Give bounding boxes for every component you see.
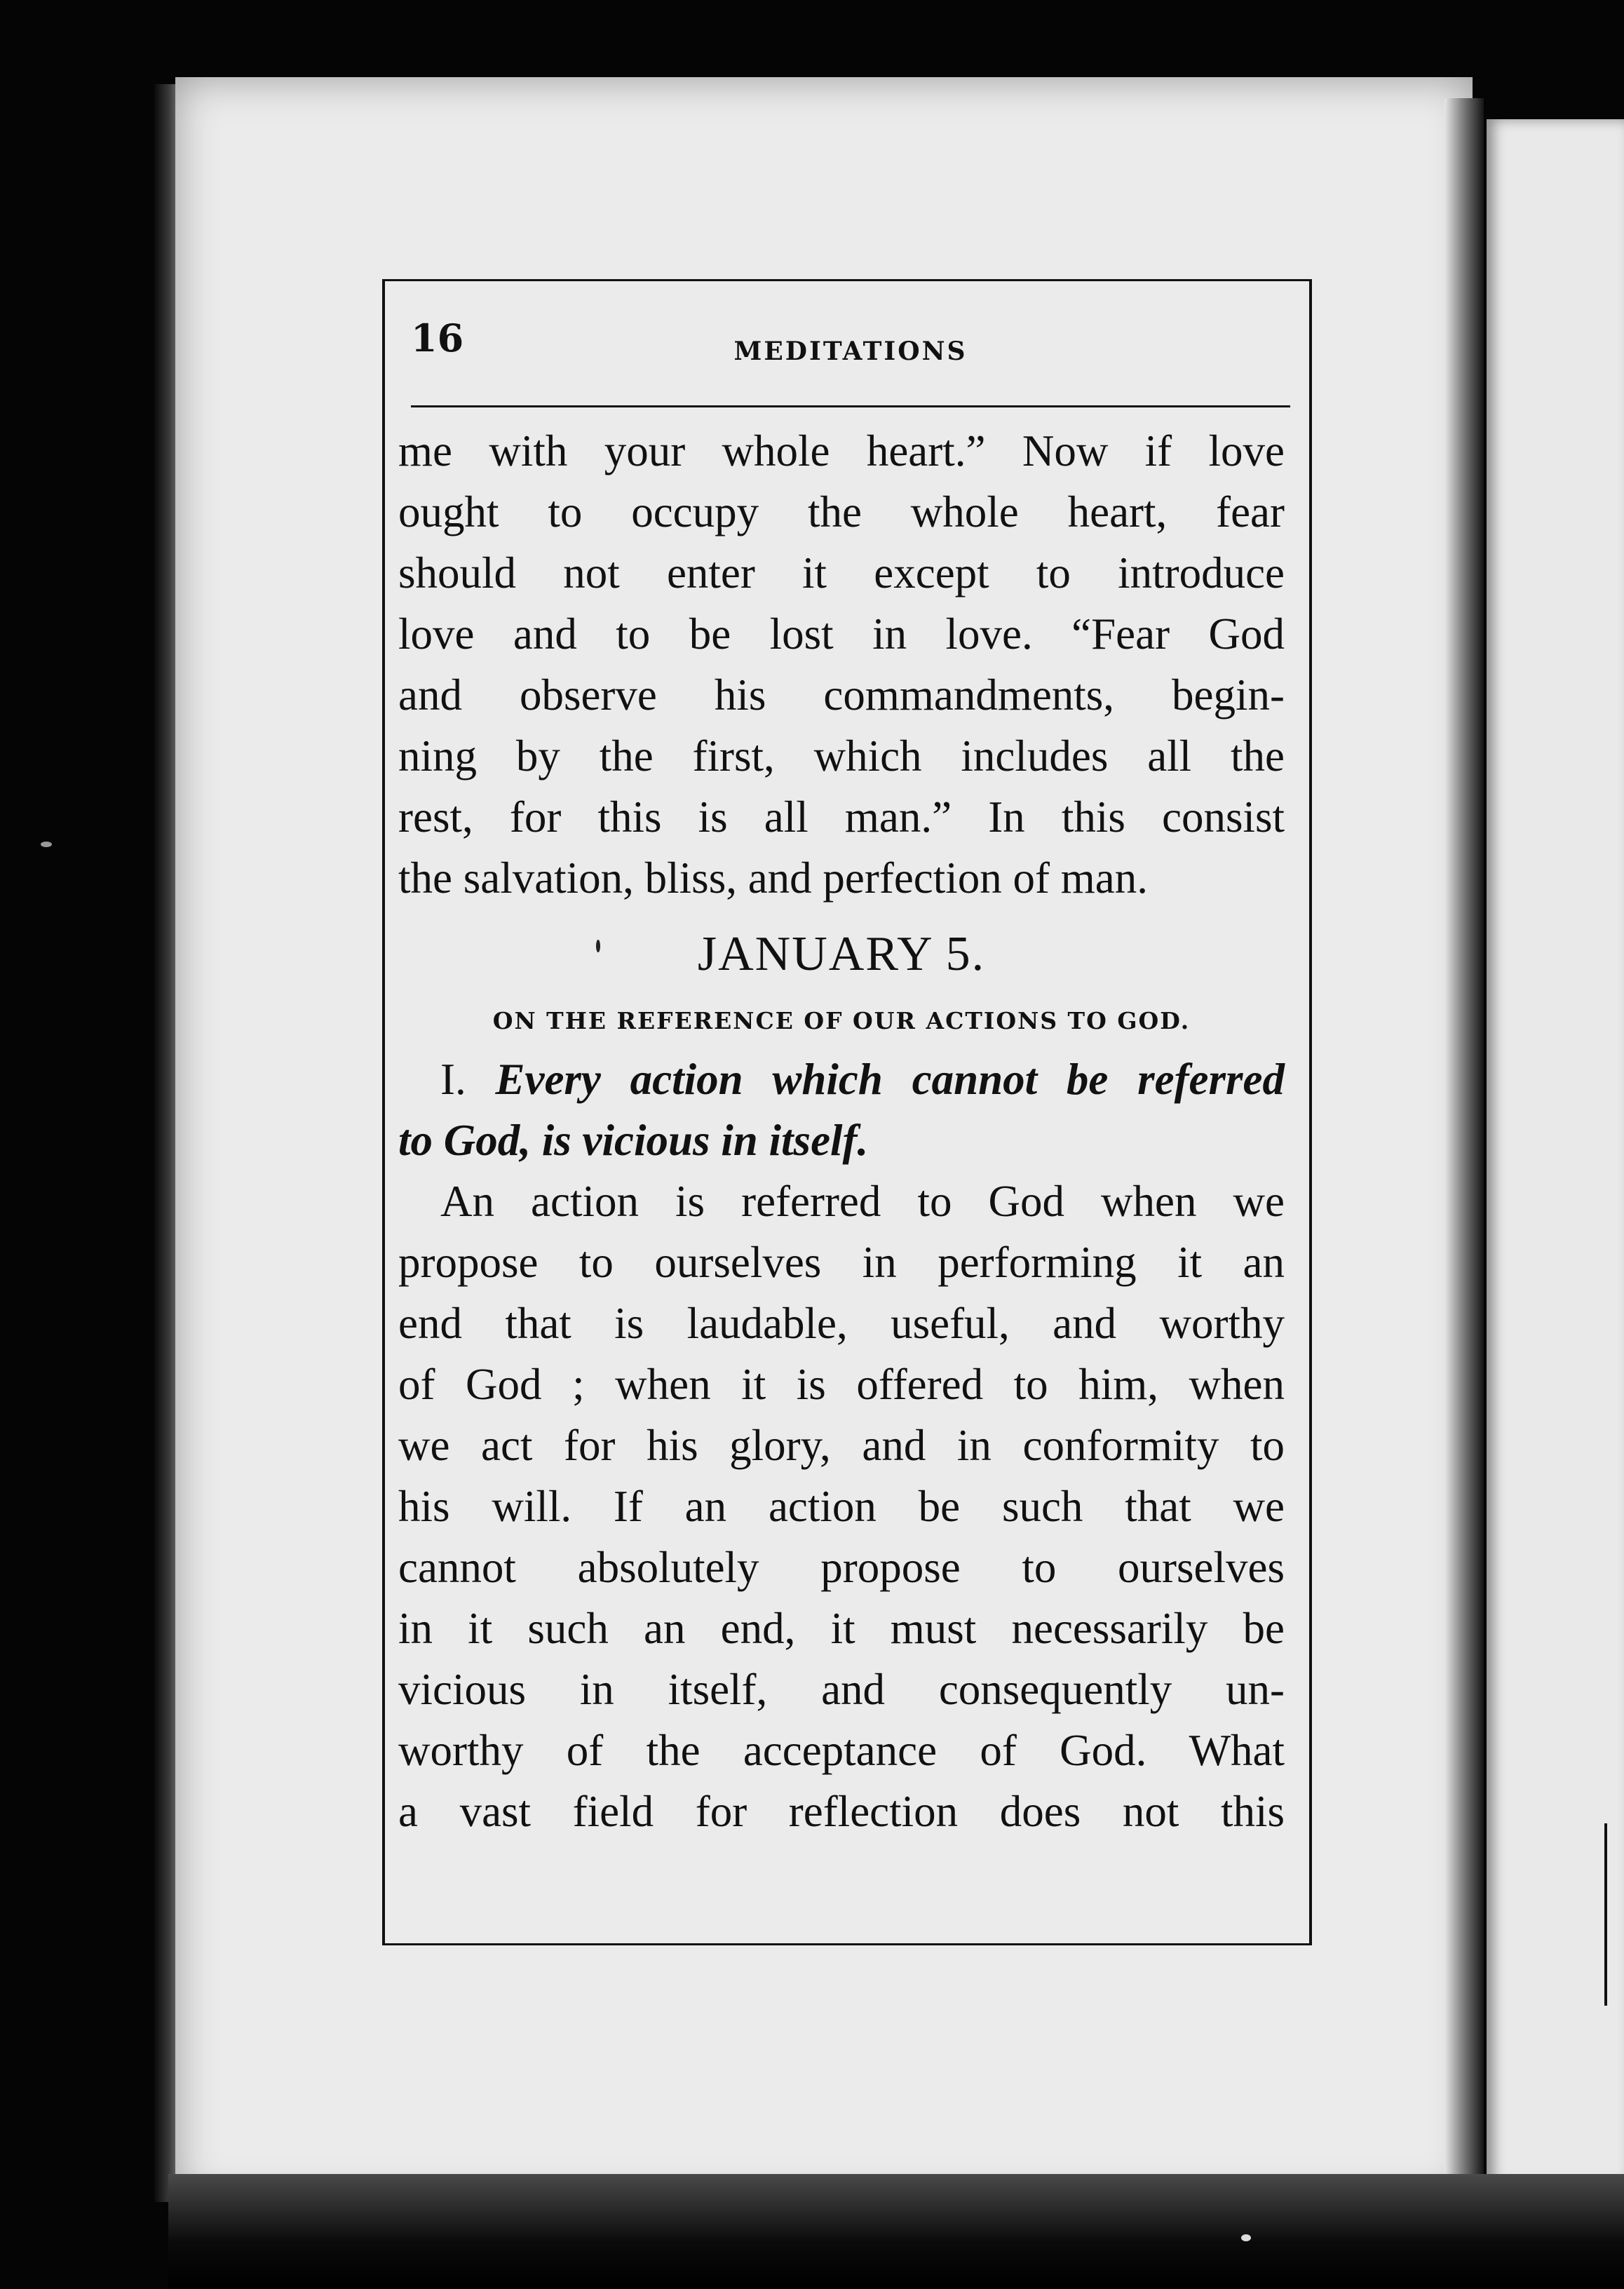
text-line: in it such an end, it must necessarily be xyxy=(398,1604,1285,1653)
text-line: vicious in itself, and consequently un- xyxy=(398,1665,1285,1714)
page-number: 16 xyxy=(411,316,464,360)
text-line: and observe his commandments, begin- xyxy=(398,670,1285,720)
text-line: cannot absolutely propose to ourselves xyxy=(398,1543,1285,1592)
text-line: of God ; when it is offered to him, when xyxy=(398,1360,1285,1409)
running-title: MEDITATIONS xyxy=(733,337,968,366)
scan-speck xyxy=(41,842,52,847)
text-line: a vast field for reflection does not this xyxy=(398,1787,1285,1836)
text-line: end that is laudable, useful, and worthy xyxy=(398,1299,1285,1348)
head-rule xyxy=(411,405,1290,407)
text-line: An action is referred to God when we xyxy=(440,1177,1285,1226)
point-text-continued: to God, is vicious in itself. xyxy=(398,1116,869,1165)
facing-page-edge xyxy=(1487,119,1624,2202)
point-text: Every action which cannot be referred xyxy=(495,1055,1285,1104)
text-line: propose to ourselves in performing it an xyxy=(398,1238,1285,1287)
body-text xyxy=(398,421,1285,1842)
point-numeral: I. xyxy=(440,1055,466,1104)
running-head xyxy=(411,316,1290,386)
point-heading xyxy=(398,1049,1285,1110)
text-line: should not enter it except to introduce xyxy=(398,548,1285,597)
facing-page-rule xyxy=(1604,1823,1607,2006)
section-heading: ON THE REFERENCE OF OUR ACTIONS TO GOD. xyxy=(492,1007,1191,1034)
text-line: me with your whole heart.” Now if love xyxy=(398,426,1285,475)
day-heading: JANUARY 5. xyxy=(697,927,986,981)
text-line: we act for his glory, and in conformity to xyxy=(398,1421,1285,1470)
bottom-shadow xyxy=(168,2174,1624,2289)
text-line: rest, for this is all man.” In this consist xyxy=(398,792,1285,842)
book-gutter xyxy=(1444,98,1484,2202)
text-line: worthy of the acceptance of God. What xyxy=(398,1726,1285,1775)
scan-speck xyxy=(1241,2234,1251,2241)
scan-speck xyxy=(596,940,600,952)
text-line: his will. If an action be such that we xyxy=(398,1482,1285,1531)
text-line: ning by the first, which includes all the xyxy=(398,731,1285,781)
text-line: love and to be lost in love. “Fear God xyxy=(398,609,1285,659)
text-line: ought to occupy the whole heart, fear xyxy=(398,487,1285,536)
text-line: the salvation, bliss, and perfection of man. xyxy=(398,853,1148,903)
